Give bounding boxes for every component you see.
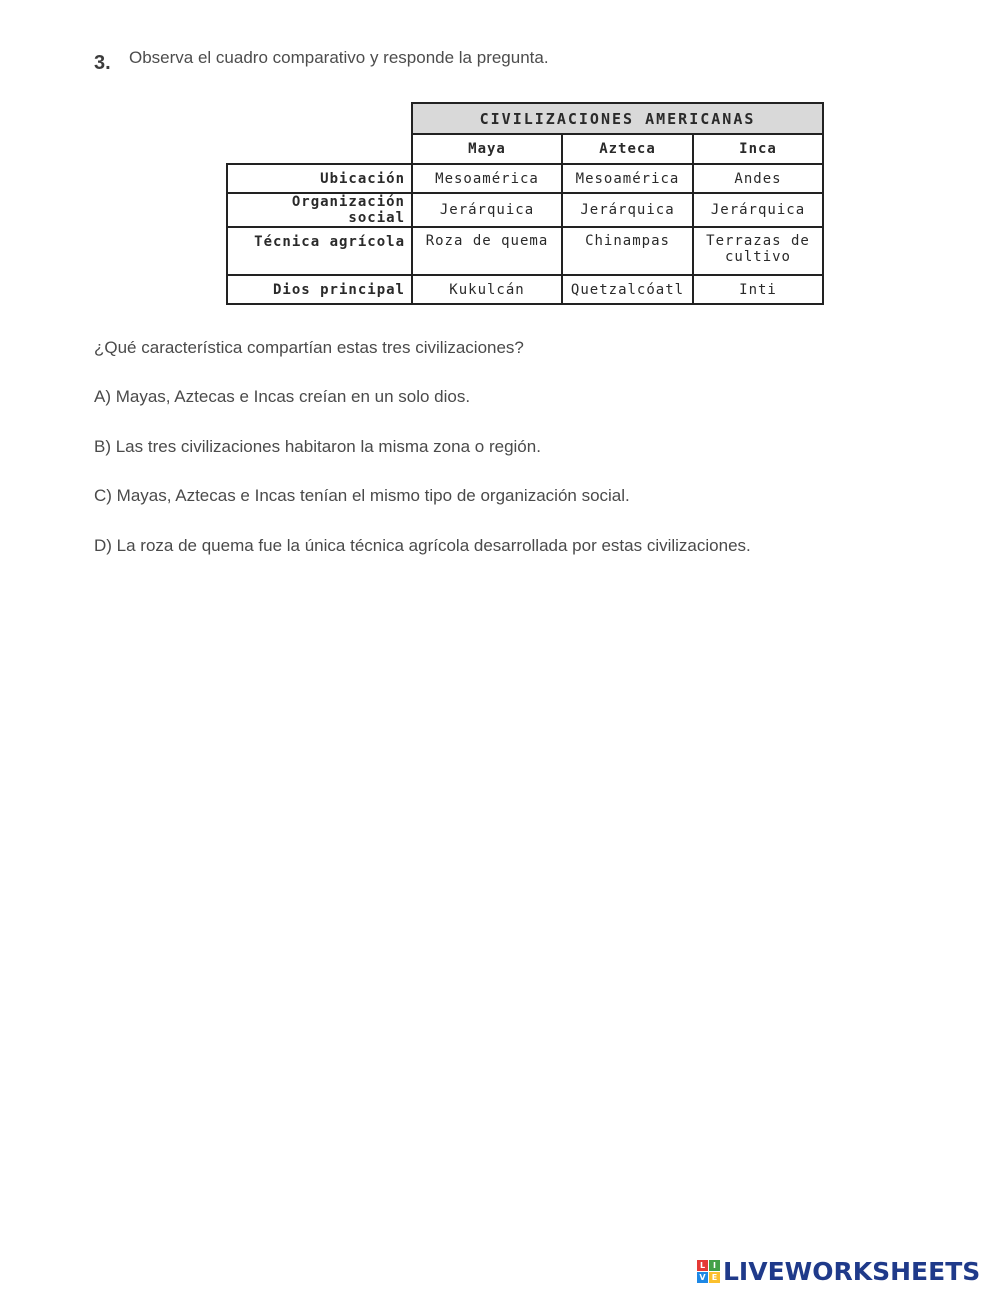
answer-option-c[interactable]: C) Mayas, Aztecas e Incas tenían el mismo tipo de organización social. xyxy=(94,486,630,505)
logo-tile: I xyxy=(709,1260,720,1271)
table-cell: Mesoamérica xyxy=(562,164,693,193)
table-cell: Roza de quema xyxy=(412,227,562,275)
logo-tile: L xyxy=(697,1260,708,1271)
liveworksheets-logo[interactable] xyxy=(697,1256,980,1286)
table-row xyxy=(227,193,823,227)
comparison-table xyxy=(226,102,824,305)
logo-tile: V xyxy=(697,1272,708,1283)
table-cell: Jerárquica xyxy=(562,193,693,227)
table-corner xyxy=(227,103,412,134)
brand-name: LIVEWORKSHEETS xyxy=(723,1256,981,1286)
table-title-row xyxy=(227,103,823,134)
table-cell: Andes xyxy=(693,164,823,193)
table-row xyxy=(227,227,823,275)
table-title: CIVILIZACIONES AMERICANAS xyxy=(412,103,823,134)
row-header: Dios principal xyxy=(227,275,412,304)
question-prompt: ¿Qué característica compartían estas tres civilizaciones? xyxy=(94,338,524,357)
answer-option-b[interactable]: B) Las tres civilizaciones habitaron la misma zona o región. xyxy=(94,437,541,456)
row-header: Técnica agrícola xyxy=(227,227,412,275)
table-cell: Chinampas xyxy=(562,227,693,275)
answer-option-d[interactable]: D) La roza de quema fue la única técnica agrícola desarrollada por estas civilizaciones. xyxy=(94,536,751,555)
question-number: 3. xyxy=(94,52,111,74)
table-cell: Inti xyxy=(693,275,823,304)
logo-tile: E xyxy=(709,1272,720,1283)
table-cell: Jerárquica xyxy=(412,193,562,227)
table-cell: Mesoamérica xyxy=(412,164,562,193)
table-cell: Quetzalcóatl xyxy=(562,275,693,304)
table-cell: Terrazas de cultivo xyxy=(693,227,823,275)
table-row xyxy=(227,275,823,304)
question-instruction: Observa el cuadro comparativo y responde la pregunta. xyxy=(129,48,549,67)
column-header-inca: Inca xyxy=(693,134,823,164)
table-header-row xyxy=(227,134,823,164)
table-row xyxy=(227,164,823,193)
logo-grid-icon xyxy=(697,1260,720,1283)
row-header: Ubicación xyxy=(227,164,412,193)
row-header: Organización social xyxy=(227,193,412,227)
column-header-maya: Maya xyxy=(412,134,562,164)
column-header-azteca: Azteca xyxy=(562,134,693,164)
answer-option-a[interactable]: A) Mayas, Aztecas e Incas creían en un solo dios. xyxy=(94,387,471,406)
table-cell: Kukulcán xyxy=(412,275,562,304)
table-cell: Jerárquica xyxy=(693,193,823,227)
